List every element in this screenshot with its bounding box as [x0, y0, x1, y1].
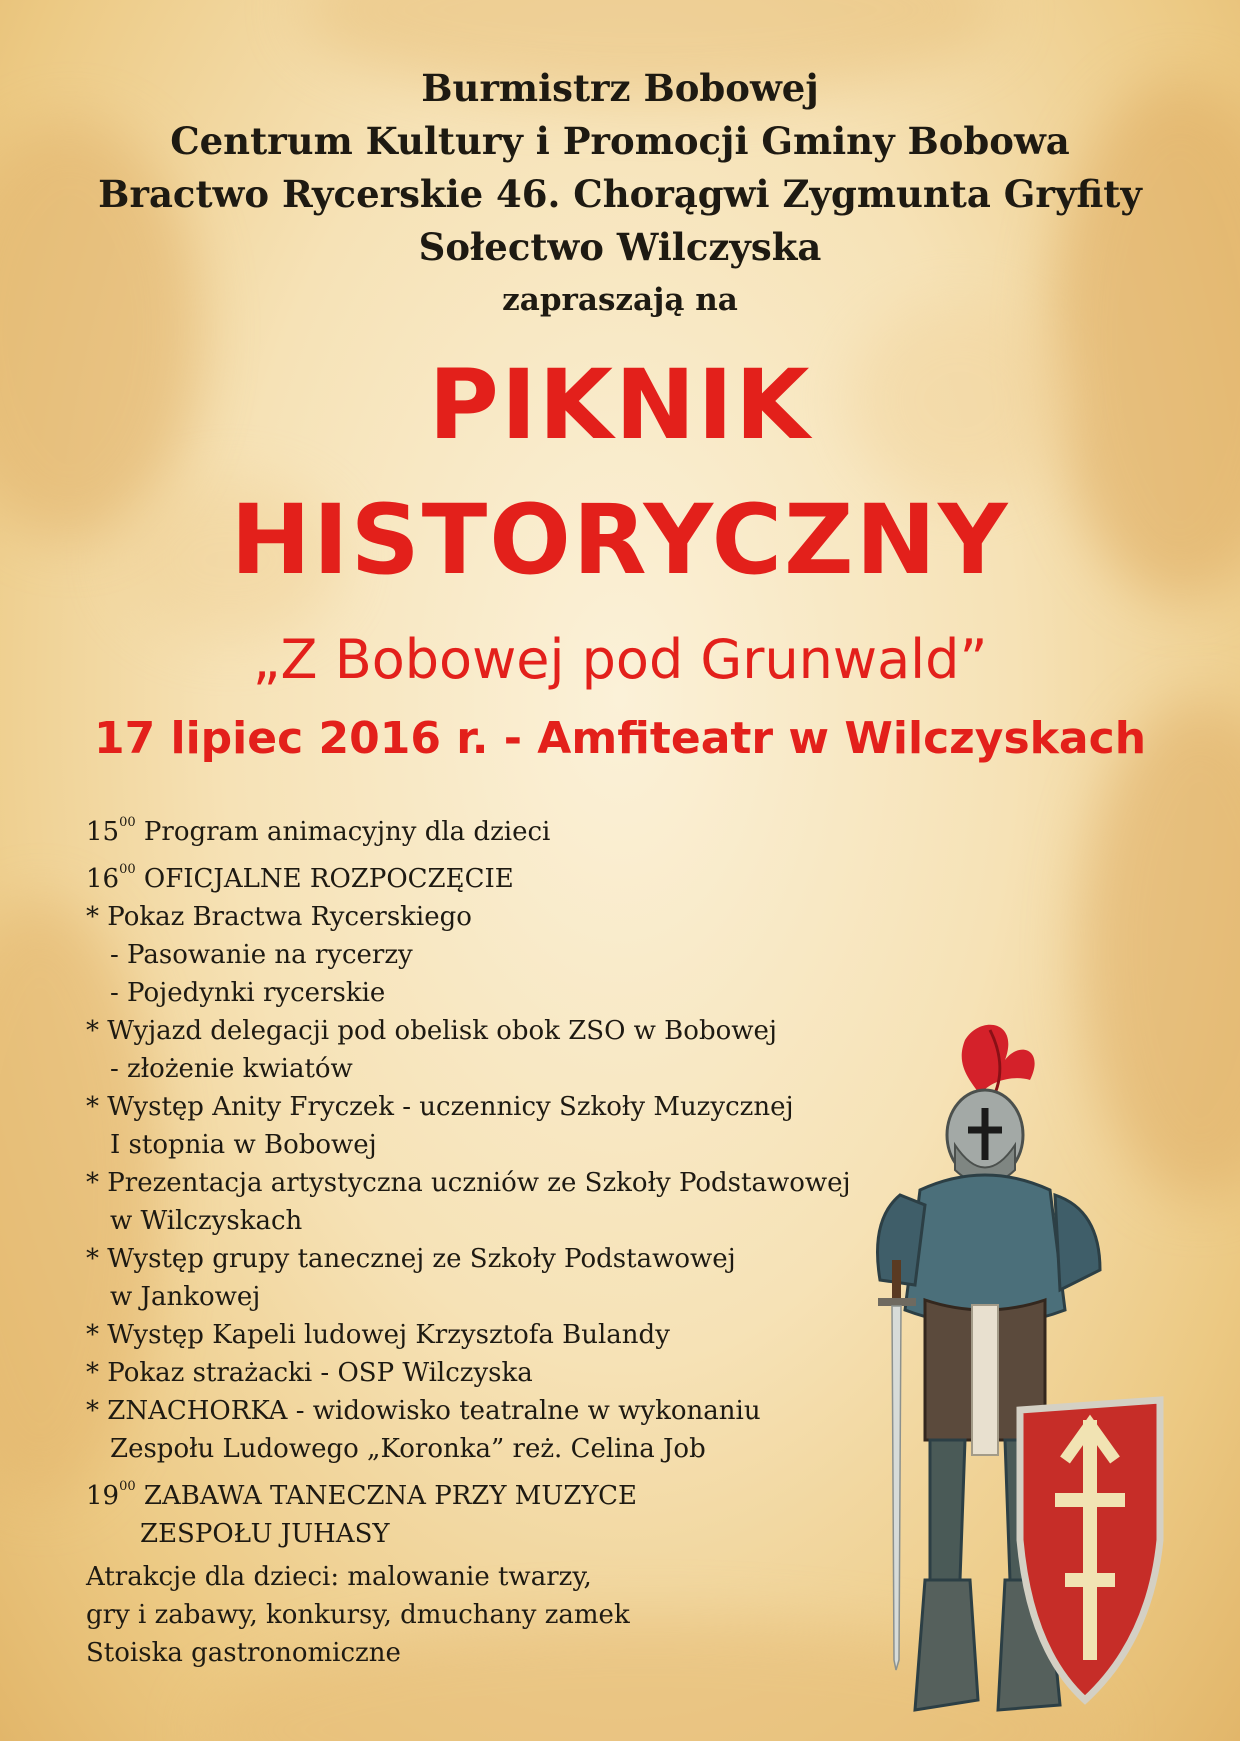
program-item: $19^{00}$ ZABAWA TANECZNA PRZY MUZYCE	[86, 1479, 637, 1511]
program-item: * Występ Kapeli ludowej Krzysztofa Bulandy	[86, 1320, 670, 1350]
attractions-line: Atrakcje dla dzieci: malowanie twarzy,	[86, 1562, 592, 1592]
invite-line: zapraszają na	[502, 282, 738, 318]
program-item: * Wyjazd delegacji pod obelisk obok ZSO w Bobowej	[86, 1016, 777, 1046]
program-item: * Pokaz Bractwa Rycerskiego	[86, 902, 472, 932]
program-continuation: w Wilczyskach	[110, 1206, 303, 1236]
program-subitem: - Pasowanie na rycerzy	[110, 940, 413, 970]
helmet-icon	[947, 1090, 1023, 1184]
organizer-line: Bractwo Rycerskie 46. Chorągwi Zygmunta Gryfity	[98, 172, 1142, 216]
program-subitem: - złożenie kwiatów	[110, 1054, 353, 1084]
attractions-line: gry i zabawy, konkursy, dmuchany zamek	[86, 1600, 630, 1630]
attractions-line: Stoiska gastronomiczne	[86, 1638, 401, 1668]
organizer-line: Sołectwo Wilczyska	[418, 225, 822, 269]
event-subtitle: „Z Bobowej pod Grunwald”	[252, 628, 988, 691]
plume-icon	[962, 1025, 1035, 1100]
program-item: $15^{00}$ Program animacyjny dla dzieci	[86, 815, 551, 847]
organizer-line: Centrum Kultury i Promocji Gminy Bobowa	[170, 119, 1070, 163]
program-list	[86, 804, 946, 1553]
program-continuation: Zespołu Ludowego „Koronka” reż. Celina Job	[110, 1434, 706, 1464]
event-date-place: 17 lipiec 2016 r. - Amfiteatr w Wilczyskach	[93, 713, 1147, 764]
knight-illustration	[870, 1020, 1170, 1720]
program-item: * ZNACHORKA - widowisko teatralne w wykonaniu	[86, 1396, 761, 1426]
program-continuation: ZESPOŁU JUHASY	[140, 1519, 390, 1549]
program-item: * Pokaz strażacki - OSP Wilczyska	[86, 1358, 533, 1388]
event-title-line2: HISTORYCZNY	[230, 484, 1010, 596]
program-item: * Występ Anity Fryczek - uczennicy Szkoły Muzycznej	[86, 1092, 794, 1122]
program-continuation: I stopnia w Bobowej	[110, 1130, 377, 1160]
program-continuation: w Jankowej	[110, 1282, 261, 1312]
program-item: * Prezentacja artystyczna uczniów ze Szkoły Podstawowej	[86, 1168, 851, 1198]
program-item: * Występ grupy tanecznej ze Szkoły Podstawowej	[86, 1244, 736, 1274]
program-subitem: - Pojedynki rycerskie	[110, 978, 386, 1008]
attractions-footer	[86, 1558, 886, 1672]
sword-icon	[878, 1260, 916, 1670]
event-title-line1: PIKNIK	[428, 349, 812, 461]
program-item: $16^{00}$ OFICJALNE ROZPOCZĘCIE	[86, 862, 514, 894]
organizers-header	[0, 62, 1240, 327]
organizer-line: Burmistrz Bobowej	[421, 66, 819, 110]
